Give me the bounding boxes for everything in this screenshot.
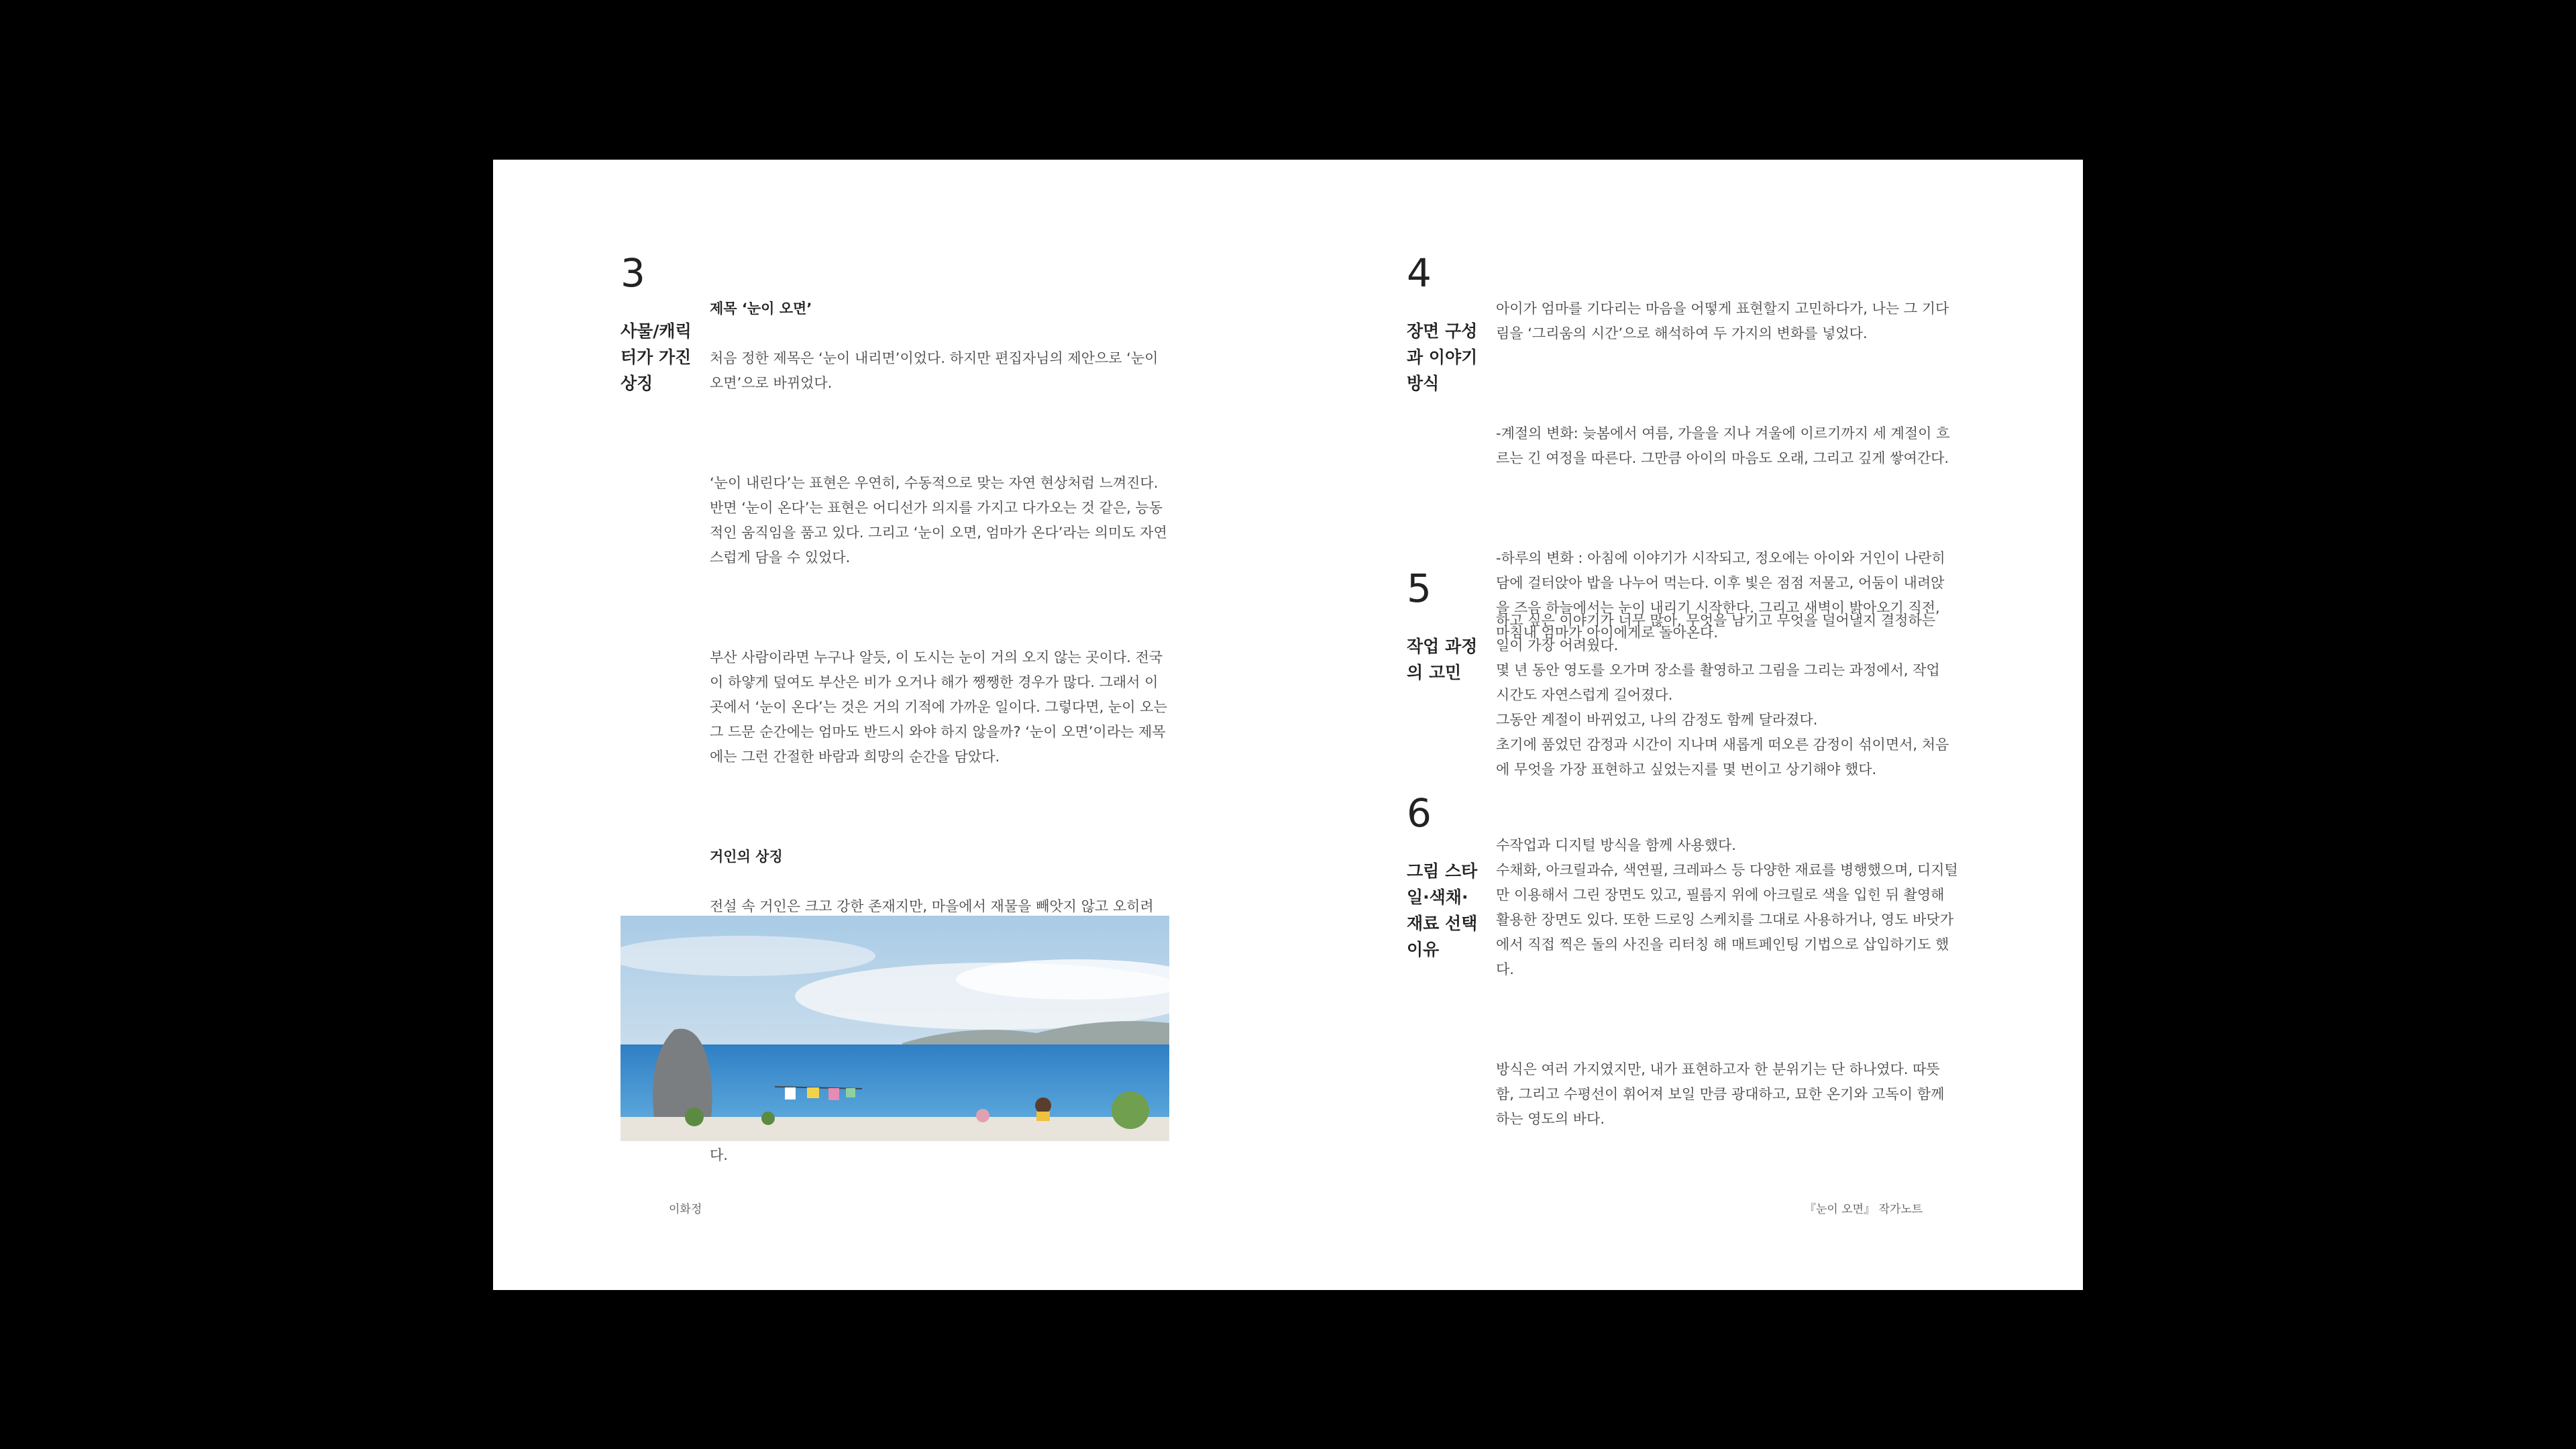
paragraph xyxy=(1496,1032,1966,1132)
section-number: 3 xyxy=(621,250,645,296)
paragraph-title: 거인의 상징 xyxy=(710,849,783,865)
section-heading: 장면 구성 과 이야기 방식 xyxy=(1407,321,1478,393)
section-number: 4 xyxy=(1407,250,1432,296)
paragraph xyxy=(1496,396,1966,471)
sea-illustration xyxy=(621,916,1169,1141)
paragraph-text: 전설 속 거인은 크고 강한 존재지만, 마을에서 재물을 빼앗지 않고 오히려 xyxy=(710,898,1154,914)
paragraph xyxy=(1496,584,1966,782)
paragraph-text: 수작업과 디지털 방식을 함께 사용했다. 수채화, 아크릴과슈, 색연필, 크레파스 등 다양한 재료를 병행했으며, 디지털 만 이용해서 그린 장면도 있고, 필름지 위에 아크릴로 색을 입힌 뒤 촬영해 활용한 장면도 있다. 또한 드로잉 스케치를 그대로 사용하거나, 영도 바닷가 에서 직접 찍은 돌의 사진을 리터칭 해 매트페인팅 기법으로 삽입하기도 했 다. xyxy=(1496,837,1958,977)
paragraph-text: -하루의 변화 : 아침에 이야기가 시작되고, 정오에는 아이와 거인이 나란히 담에 걸터앉아 밥을 나누어 먹는다. 이후 빛은 점점 저물고, 어둠이 내려앉 을 즈음 하늘에서는 눈이 내리기 시작한다. 그리고 새벽이 밝아오기 직전, 마침내 엄마가 아이에게로 돌아온다. xyxy=(1496,550,1945,641)
paragraph-text: 다. xyxy=(710,1147,728,1163)
page-footer-left: 이화정 xyxy=(669,1203,702,1216)
paragraph-title: 제목 ‘눈이 오면’ xyxy=(710,301,812,317)
paragraph-text: -계절의 변화: 늦봄에서 여름, 가을을 지나 겨울에 이르기까지 세 계절이 흐 르는 긴 여정을 따른다. 그만큼 아이의 마음도 오래, 그리고 깊게 쌓여간다. xyxy=(1496,425,1950,466)
paragraph xyxy=(1496,808,1966,982)
section-heading: 그림 스타 일·색채· 재료 선택 이유 xyxy=(1407,861,1478,959)
paragraph xyxy=(710,446,1179,570)
section-heading: 작업 과정 의 고민 xyxy=(1407,637,1478,682)
paragraph xyxy=(710,272,1179,396)
page-footer-right: 『눈이 오면』 작가노트 xyxy=(1805,1203,1923,1216)
paragraph xyxy=(710,621,1179,769)
section-number: 6 xyxy=(1407,790,1432,836)
section-number: 5 xyxy=(1407,566,1432,611)
paragraph-text: 방식은 여러 가지였지만, 내가 표현하고자 한 분위기는 단 하나였다. 따뜻 함, 그리고 수평선이 휘어져 보일 만큼 광대하고, 묘한 온기와 고독이 함께 하는 영도의 바다. xyxy=(1496,1061,1945,1127)
paragraph-text: ‘눈이 내린다’는 표현은 우연히, 수동적으로 맞는 자연 현상처럼 느껴진다. 반면 ‘눈이 온다’는 표현은 어디선가 의지를 가지고 다가오는 것 같은, 능동 적인 움직임을 품고 있다. 그리고 ‘눈이 오면, 엄마가 온다’라는 의미도 자연 스럽게 담을 수 있었다. xyxy=(710,475,1167,566)
paragraph-text: 부산 사람이라면 누구나 알듯, 이 도시는 눈이 거의 오지 않는 곳이다. 전국 이 하얗게 덮여도 부산은 비가 오거나 해가 쨍쨍한 경우가 많다. 그래서 이 곳에서 ‘눈이 온다’는 것은 거의 기적에 가까운 일이다. 그렇다면, 눈이 오는 그 드문 순간에는 엄마도 반드시 와야 하지 않을까? ‘눈이 오면’이라는 제목 에는 그런 간절한 바람과 희망의 순간을 담았다. xyxy=(710,649,1167,765)
paragraph-text: 처음 정한 제목은 ‘눈이 내리면’이었다. 하지만 편집자님의 제안으로 ‘눈이 오면’으로 바뀌었다. xyxy=(710,350,1159,391)
paragraph xyxy=(1496,272,1966,346)
section-heading: 사물/캐릭 터가 가진 상징 xyxy=(621,321,692,393)
book-spread xyxy=(493,160,2083,1290)
paragraph-text: 하고 싶은 이야기가 너무 많아, 무엇을 남기고 무엇을 덜어낼지 결정하는 일이 가장 어려웠다. 몇 년 동안 영도를 오가며 장소를 촬영하고 그림을 그리는 과정에서, 작업 시간도 자연스럽게 길어졌다. 그동안 계절이 바뀌었고, 나의 감정도 함께 달라졌다. 초기에 품었던 감정과 시간이 지나며 새롭게 떠오른 감정이 섞이면서, 처음 에 무엇을 가장 표현하고 싶었는지를 몇 번이고 상기해야 했다. xyxy=(1496,612,1949,777)
paragraph-text: 아이가 엄마를 기다리는 마음을 어떻게 표현할지 고민하다가, 나는 그 기다 림을 ‘그리움의 시간’으로 해석하여 두 가지의 변화를 넣었다. xyxy=(1496,301,1949,341)
section-body xyxy=(1496,784,1966,1182)
